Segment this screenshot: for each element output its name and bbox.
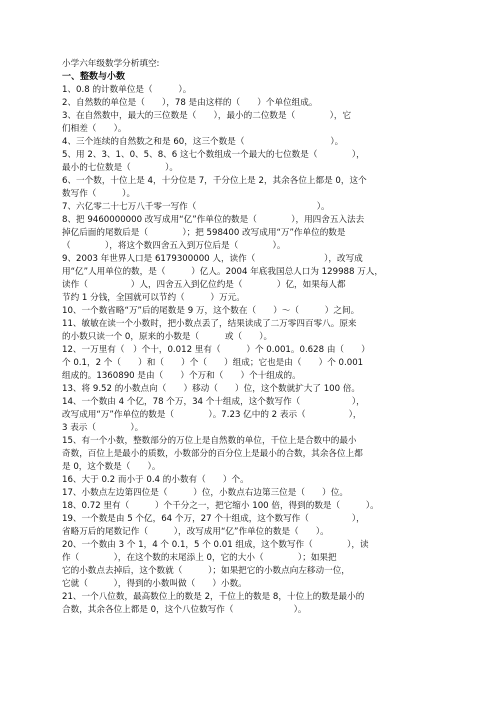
question-item <box>62 591 444 617</box>
question-line: 它就（ ），得到的小数叫做（ ）小数。 <box>62 579 247 589</box>
question-line: 21、一个八位数，最高数位上的数是 2，千位上的数是 8，十位上的数是最小的 <box>62 592 365 602</box>
question-item <box>62 344 444 383</box>
question-line: 们相差（ ）。 <box>62 124 127 134</box>
question-item <box>62 539 444 591</box>
question-line: 6、一个数，十位上是 4，十分位是 7，千分位上是 2，其余各位上都是 0，这个 <box>62 176 367 186</box>
question-line: 13、将 9.52 的小数点向（ ）移动（ ）位，这个数就扩大了 100 倍。 <box>62 384 361 394</box>
question-item <box>62 435 444 474</box>
question-line: 个 0.1，2 个（ ）和（ ）个（ ）组成；它也是由（ ）个 0.001 <box>62 358 364 368</box>
question-item <box>62 214 444 253</box>
question-line: 12、一万里有（ ）个十，0.012 里有（ ）个 0.001。0.628 由（ ） <box>62 345 370 355</box>
question-line: （ ），将这个数四舍五入到万位后是（ ）。 <box>62 241 286 251</box>
question-line: 18、0.72 里有（ ）个千分之一，把它缩小 100 倍，得到的数是（ ）。 <box>62 501 379 511</box>
question-line: 用“亿”人用单位的数，是（ ）亿人。2004 年底我国总人口为 129988 万人， <box>62 267 383 277</box>
question-item <box>62 487 444 500</box>
question-line: 最小的七位数是（ ）。 <box>62 163 179 173</box>
question-line: 15、有一个小数，整数部分的万位上是自然数的单位，千位上是合数中的最小 <box>62 436 357 446</box>
question-line: 是 0，这个数是（ ）。 <box>62 462 161 472</box>
question-line: 节约 1 分钱，全国就可以节约（ ）万元。 <box>62 293 245 303</box>
section-heading: 一、整数与小数 <box>62 72 126 82</box>
question-line: 奇数，百位上是最小的质数，小数部分的百分位上是最小的合数，其余各位上都 <box>62 449 363 459</box>
question-line: 读作（ ）人，四舍五入到亿位约是（ ）亿，如果每人都 <box>62 280 346 290</box>
question-line: 改写成用“万”作单位的数是（ ）。7.23 亿中的 2 表示（ ）， <box>62 410 362 420</box>
question-line: 作（ ），在这个数的末尾添上 0，它的大小（ ）；如果把 <box>62 553 337 563</box>
question-line: 组成的。1360890 是由（ ）个万和（ ）个十组成的。 <box>62 371 301 381</box>
question-item <box>62 110 444 136</box>
question-line: 19、一个数是由 5 个亿，64 个万，27 个十组成，这个数写作（ ）， <box>62 514 365 524</box>
question-line: 7、六亿零二十七万八千零一写作（ ）。 <box>62 202 330 212</box>
question-line: 17、小数点左边第四位是（ ）位，小数点右边第三位是（ ）位。 <box>62 488 348 498</box>
document-body <box>62 58 444 617</box>
question-line: 3、在自然数中，最大的三位数是（ ），最小的二位数是（ ），它 <box>62 111 352 121</box>
question-item <box>62 149 444 175</box>
question-line: 8、把 9460000000 改写成用“亿”作单位的数是（ ），用四舍五入法去 <box>62 215 365 225</box>
question-line: 掉亿后面的尾数后是（ ）；把 598400 改写成用“万”作单位的数是 <box>62 228 346 238</box>
question-line: 数写作（ ）。 <box>62 189 136 199</box>
question-item <box>62 396 444 435</box>
question-item <box>62 175 444 201</box>
question-item <box>62 201 444 214</box>
question-line: 的小数只读一个 0，原来的小数是（ 或（ ）。 <box>62 332 273 342</box>
question-item <box>62 84 444 97</box>
question-line: 16、大于 0.2 而小于 0.4 的小数有（ ）个。 <box>62 475 249 485</box>
question-line: 20、一个数由 3 个 1，4 个 0.1，5 个 0.01 组成，这个数写作（ ），读 <box>62 540 369 550</box>
question-line: 4、三个连续的自然数之和是 60，这三个数是（ ）。 <box>62 137 344 147</box>
question-line: 14、一个数由 4 个亿，78 个万，34 个十组成，这个数写作（ ）， <box>62 397 365 407</box>
question-item <box>62 383 444 396</box>
question-line: 1、0.8 的计数单位是（ ）。 <box>62 85 192 95</box>
question-line: 11、敏敏在读一个小数时，把小数点丢了，结果读成了二万零四百零八。原来 <box>62 319 357 329</box>
question-item <box>62 474 444 487</box>
question-line: 10、一个数省略“万”后的尾数是 9 万，这个数在（ ）～（ ）之间。 <box>62 306 360 316</box>
question-item <box>62 136 444 149</box>
question-line: 合数，其余各位上都是 0，这个八位数写作（ ）。 <box>62 605 307 615</box>
question-line: 省略万后的尾数记作（ ），改写成用“亿”作单位的数是（ ）。 <box>62 527 329 537</box>
question-item <box>62 513 444 539</box>
question-line: 9、2003 年世界人口是 6179300000 人，读作（ ），改写成 <box>62 254 363 264</box>
question-list <box>62 84 444 617</box>
question-line: 3 表示（ ）。 <box>62 423 144 433</box>
question-line: 5、用 2、3、1、0、5、8、6 这七个数组成一个最大的七位数是（ ）， <box>62 150 365 160</box>
question-item <box>62 253 444 305</box>
question-item <box>62 97 444 110</box>
question-line: 它的小数点去掉后，这个数就（ ）；如果把它的小数点向左移动一位， <box>62 566 350 576</box>
question-item <box>62 318 444 344</box>
document-title: 小学六年级数学分析填空: <box>62 59 160 69</box>
question-line: 2、自然数的单位是（ ），78 是由这样的（ ）个单位组成。 <box>62 98 318 108</box>
question-item <box>62 500 444 513</box>
question-item <box>62 305 444 318</box>
